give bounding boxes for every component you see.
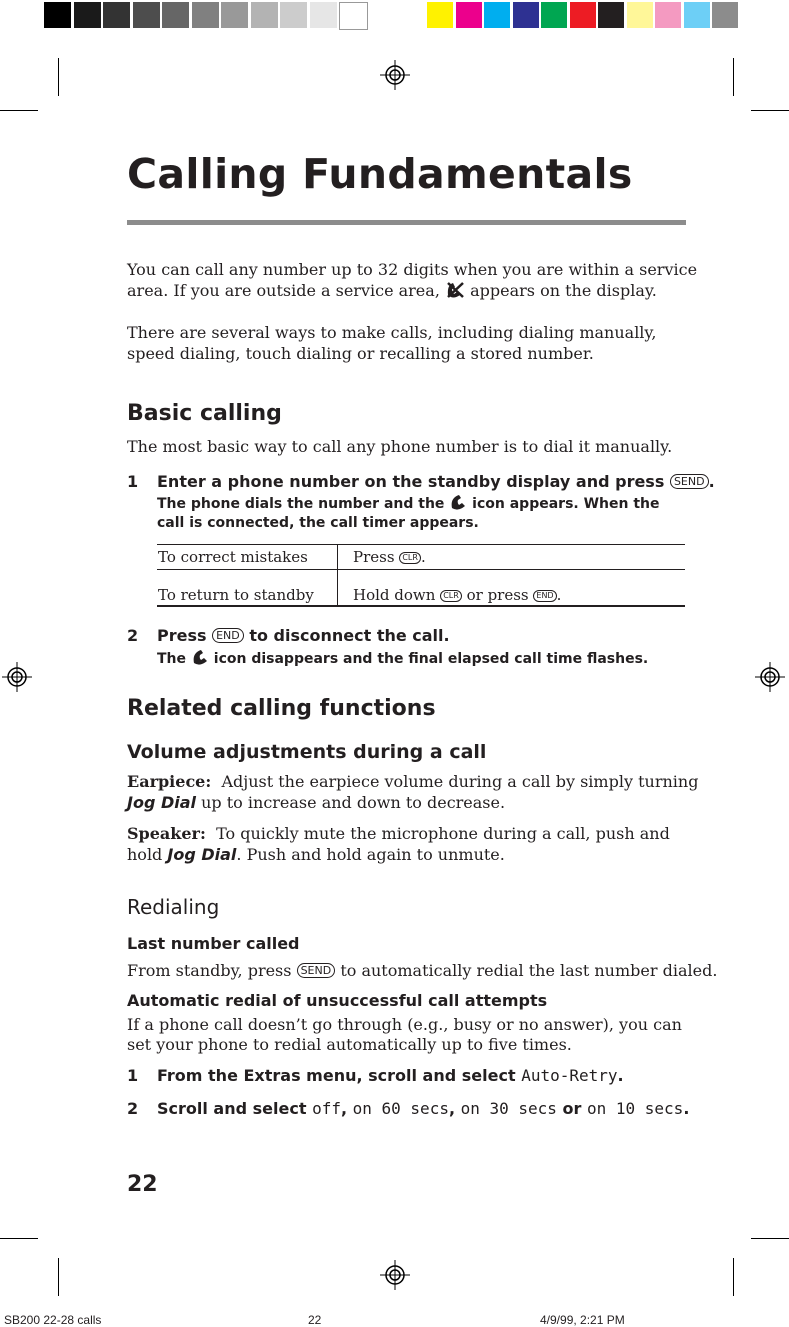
color-swatch xyxy=(627,2,653,28)
footer-page: 22 xyxy=(308,1313,322,1327)
footer-filename: SB200 22-28 calls xyxy=(4,1313,102,1327)
gray-swatch xyxy=(74,2,101,28)
crop-mark xyxy=(58,58,59,96)
table-rule-bottom xyxy=(157,605,685,607)
volume-heading: Volume adjustments during a call xyxy=(127,741,487,763)
step-number: 1 xyxy=(127,1066,139,1085)
registration-mark-icon xyxy=(2,662,32,692)
gray-swatch xyxy=(339,2,368,30)
intro-paragraph-2 xyxy=(127,322,656,364)
last-number-heading: Last number called xyxy=(127,934,300,953)
color-swatch xyxy=(541,2,567,28)
gray-swatch xyxy=(133,2,160,28)
end-key-icon: END xyxy=(212,628,244,643)
step-number: 1 xyxy=(127,472,139,491)
gray-swatch xyxy=(251,2,278,28)
footer-date: 4/9/99, 2:21 PM xyxy=(540,1313,625,1327)
color-swatch xyxy=(712,2,738,28)
auto-redial-text: If a phone call doesn’t go through (e.g., busy or no answer), you can set your phone to redial automatically up to five times. xyxy=(127,1015,682,1054)
color-swatch xyxy=(456,2,482,28)
color-swatch xyxy=(684,2,710,28)
gray-swatch xyxy=(192,2,219,28)
last-number-text: From standby, press SEND to automatically redial the last number dialed. xyxy=(127,961,718,980)
gray-swatch xyxy=(280,2,307,28)
intro-paragraph-1 xyxy=(127,259,697,301)
step-number: 2 xyxy=(127,626,139,645)
table-column-divider xyxy=(337,545,338,605)
table-cell: Press CLR . xyxy=(353,548,426,566)
redial-step-2: Scroll and select off, on 60 secs, on 30 secs or on 10 secs. xyxy=(157,1099,690,1118)
speaker-paragraph: Speaker: To quickly mute the microphone during a call, push and hold Jog Dial. Push and hold again to unmute. xyxy=(127,824,670,864)
color-swatch xyxy=(655,2,681,28)
earpiece-paragraph: Earpiece: Adjust the earpiece volume during a call by simply turning Jog Dial up to increase and down to decrease. xyxy=(127,772,699,812)
page-title: Calling Fundamentals xyxy=(127,150,633,198)
color-swatch xyxy=(427,2,453,28)
lcd-menu-text: Auto-Retry xyxy=(521,1066,618,1085)
intro-line: speed dialing, touch dialing or recalling a stored number. xyxy=(127,344,594,363)
intro-line: There are several ways to make calls, including dialing manually, xyxy=(127,323,657,342)
registration-mark-icon xyxy=(380,1260,410,1290)
table-rule-middle xyxy=(157,569,685,570)
basic-calling-heading: Basic calling xyxy=(127,401,282,426)
page-number: 22 xyxy=(127,1172,158,1197)
clr-key-icon: CLR xyxy=(399,552,421,564)
gray-swatch xyxy=(44,2,71,28)
related-functions-heading: Related calling functions xyxy=(127,696,436,721)
table-rule-top xyxy=(157,544,685,545)
crop-mark xyxy=(0,1238,38,1239)
table-cell: To return to standby xyxy=(158,586,314,604)
table-cell: To correct mistakes xyxy=(158,548,308,566)
color-swatch xyxy=(570,2,596,28)
crop-mark xyxy=(751,110,789,111)
gray-swatch xyxy=(310,2,337,28)
lcd-option: on 30 secs xyxy=(460,1099,557,1118)
no-service-icon xyxy=(445,281,465,299)
intro-line: area. If you are outside a service area, appears on the display. xyxy=(127,281,657,300)
crop-mark xyxy=(58,1258,59,1296)
step-number: 2 xyxy=(127,1099,139,1118)
clr-key-icon: CLR xyxy=(440,590,462,602)
gray-swatch xyxy=(162,2,189,28)
registration-mark-icon xyxy=(755,662,785,692)
redialing-heading: Redialing xyxy=(127,895,220,919)
step-1-instruction: Enter a phone number on the standby display and press SEND . xyxy=(157,472,715,491)
color-swatch xyxy=(598,2,624,28)
send-key-icon: SEND xyxy=(297,963,336,978)
in-use-phone-icon xyxy=(449,493,467,511)
gray-swatch xyxy=(221,2,248,28)
lcd-option: on 10 secs xyxy=(586,1099,684,1118)
title-rule xyxy=(127,220,686,225)
in-use-phone-icon xyxy=(191,648,209,666)
lcd-option: on 60 secs xyxy=(352,1099,449,1118)
lcd-option: off xyxy=(312,1099,341,1118)
color-swatch xyxy=(484,2,510,28)
gray-swatch xyxy=(103,2,130,28)
step-1-detail: The phone dials the number and the icon appears. When the call is connected, the call timer appears. xyxy=(157,493,660,533)
redial-step-1: From the Extras menu, scroll and select Auto-Retry. xyxy=(157,1066,624,1085)
auto-redial-heading: Automatic redial of unsuccessful call attempts xyxy=(127,991,548,1010)
crop-mark xyxy=(751,1238,789,1239)
table-cell: Hold down CLR or press END . xyxy=(353,586,562,604)
end-key-icon: END xyxy=(533,590,556,602)
color-swatch xyxy=(513,2,539,28)
crop-mark xyxy=(0,110,38,111)
intro-line: You can call any number up to 32 digits when you are within a service xyxy=(127,260,698,279)
registration-mark-icon xyxy=(380,60,410,90)
crop-mark xyxy=(733,58,734,96)
step-2-instruction: Press END to disconnect the call. xyxy=(157,626,450,645)
step-2-detail: The icon disappears and the final elapsed call time flashes. xyxy=(157,648,648,669)
basic-calling-description: The most basic way to call any phone number is to dial it manually. xyxy=(127,437,673,456)
send-key-icon: SEND xyxy=(670,474,709,489)
crop-mark xyxy=(733,1258,734,1296)
